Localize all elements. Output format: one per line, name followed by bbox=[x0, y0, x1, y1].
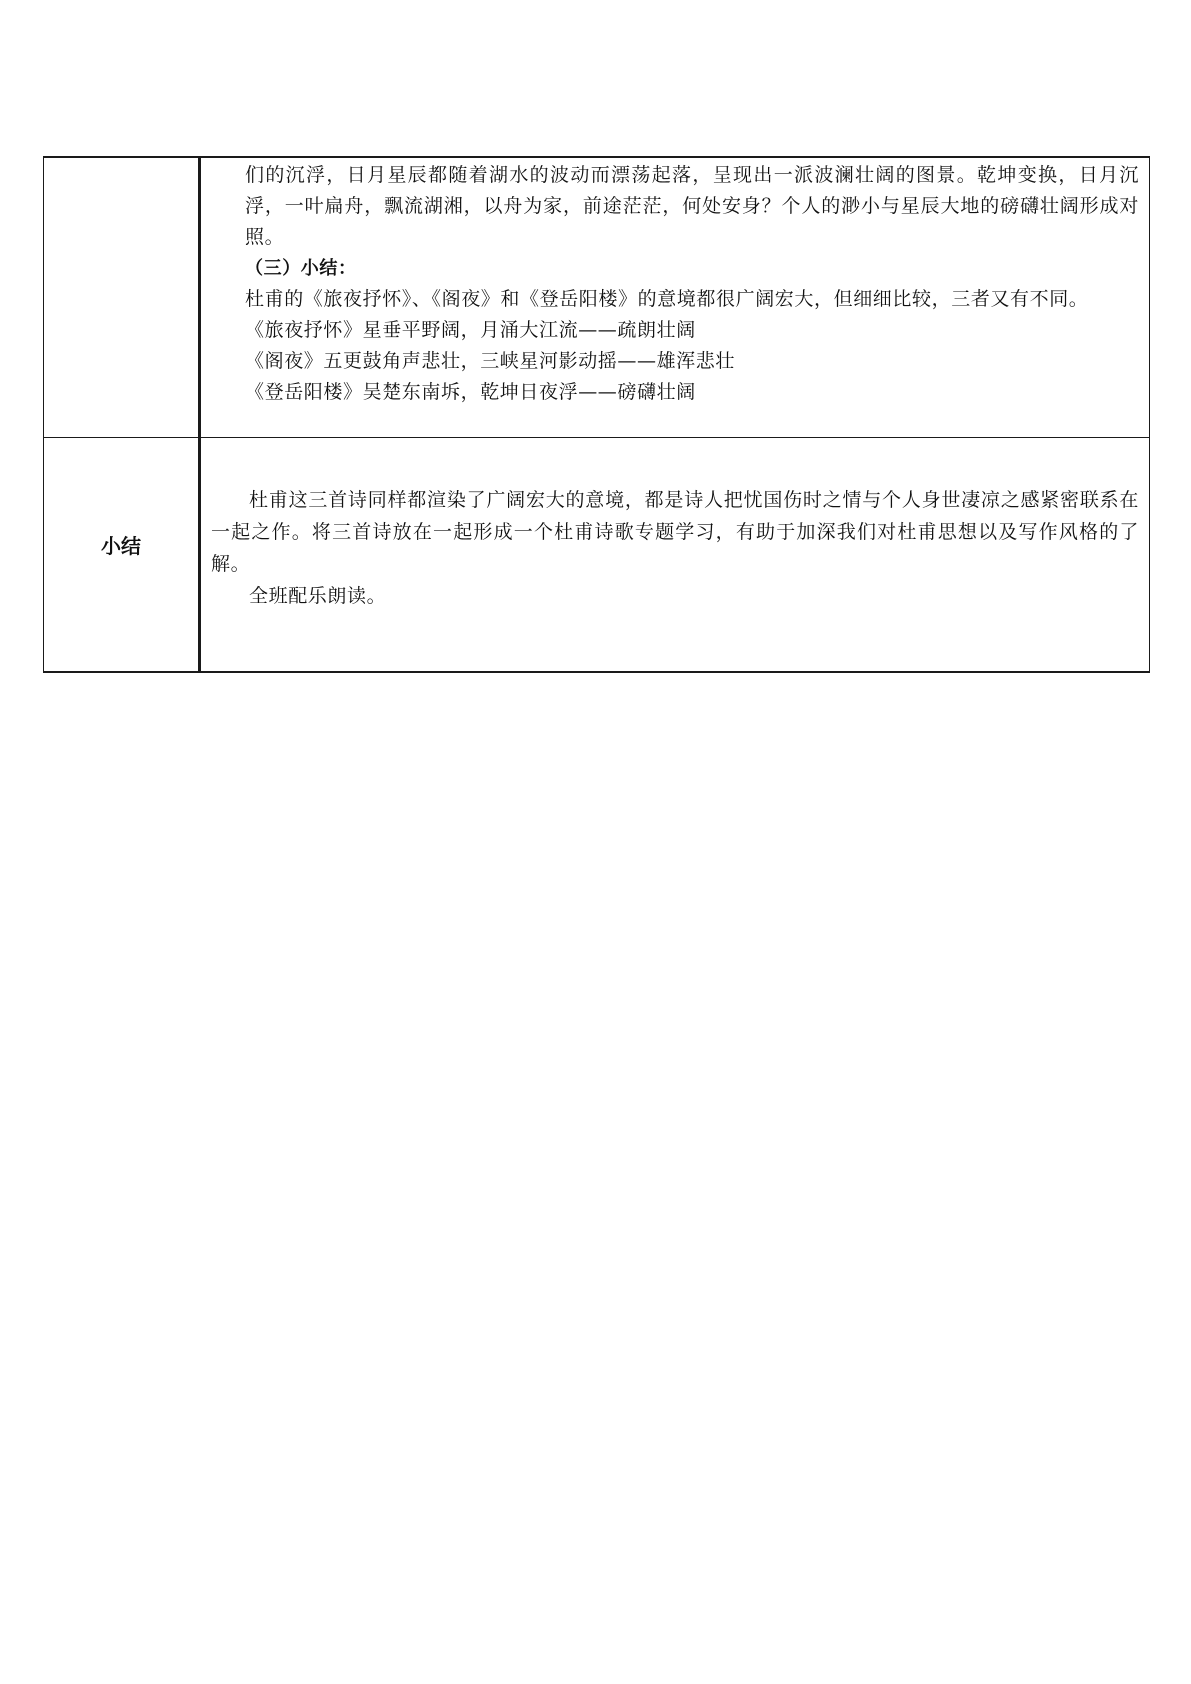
paragraph: 杜甫这三首诗同样都渲染了广阔宏大的意境，都是诗人把忧国伤时之情与个人身世凄凉之感紧密联系在一起之作。将三首诗放在一起形成一个杜甫诗歌专题学习，有助于加深我们对杜甫思想以及写作风格的了解。 bbox=[211, 489, 1139, 575]
paragraph: 杜甫的《旅夜抒怀》、《阁夜》和《登岳阳楼》的意境都很广阔宏大，但细细比较，三者又有不同。 bbox=[245, 288, 1089, 310]
poem-comparison-line: 《阁夜》五更鼓角声悲壮，三峡星河影动摇——雄浑悲壮 bbox=[245, 350, 736, 372]
table-row bbox=[44, 157, 1150, 438]
section-heading: （三）小结： bbox=[245, 258, 357, 279]
row-label: 小结 bbox=[101, 534, 141, 558]
summary-content bbox=[201, 438, 1149, 612]
paragraph: 们的沉浮，日月星辰都随着湖水的波动而漂荡起落，呈现出一派波澜壮阔的图景。乾坤变换，日月沉浮，一叶扁舟，飘流湖湘，以舟为家，前途茫茫，何处安身？个人的渺小与星辰大地的磅礴壮阔形成对照。 bbox=[245, 164, 1139, 248]
content-cell bbox=[200, 438, 1150, 673]
row-label-cell bbox=[44, 438, 200, 673]
lesson-plan-table bbox=[43, 156, 1150, 673]
row-label-cell-empty bbox=[44, 157, 200, 438]
poem-comparison-line: 《登岳阳楼》吴楚东南坼，乾坤日夜浮——磅礴壮阔 bbox=[245, 381, 696, 403]
table-row bbox=[44, 438, 1150, 673]
paragraph: 全班配乐朗读。 bbox=[249, 585, 387, 607]
content-cell bbox=[200, 157, 1150, 438]
poem-comparison-line: 《旅夜抒怀》星垂平野阔，月涌大江流——疏朗壮阔 bbox=[245, 319, 696, 341]
analysis-content bbox=[201, 158, 1149, 408]
